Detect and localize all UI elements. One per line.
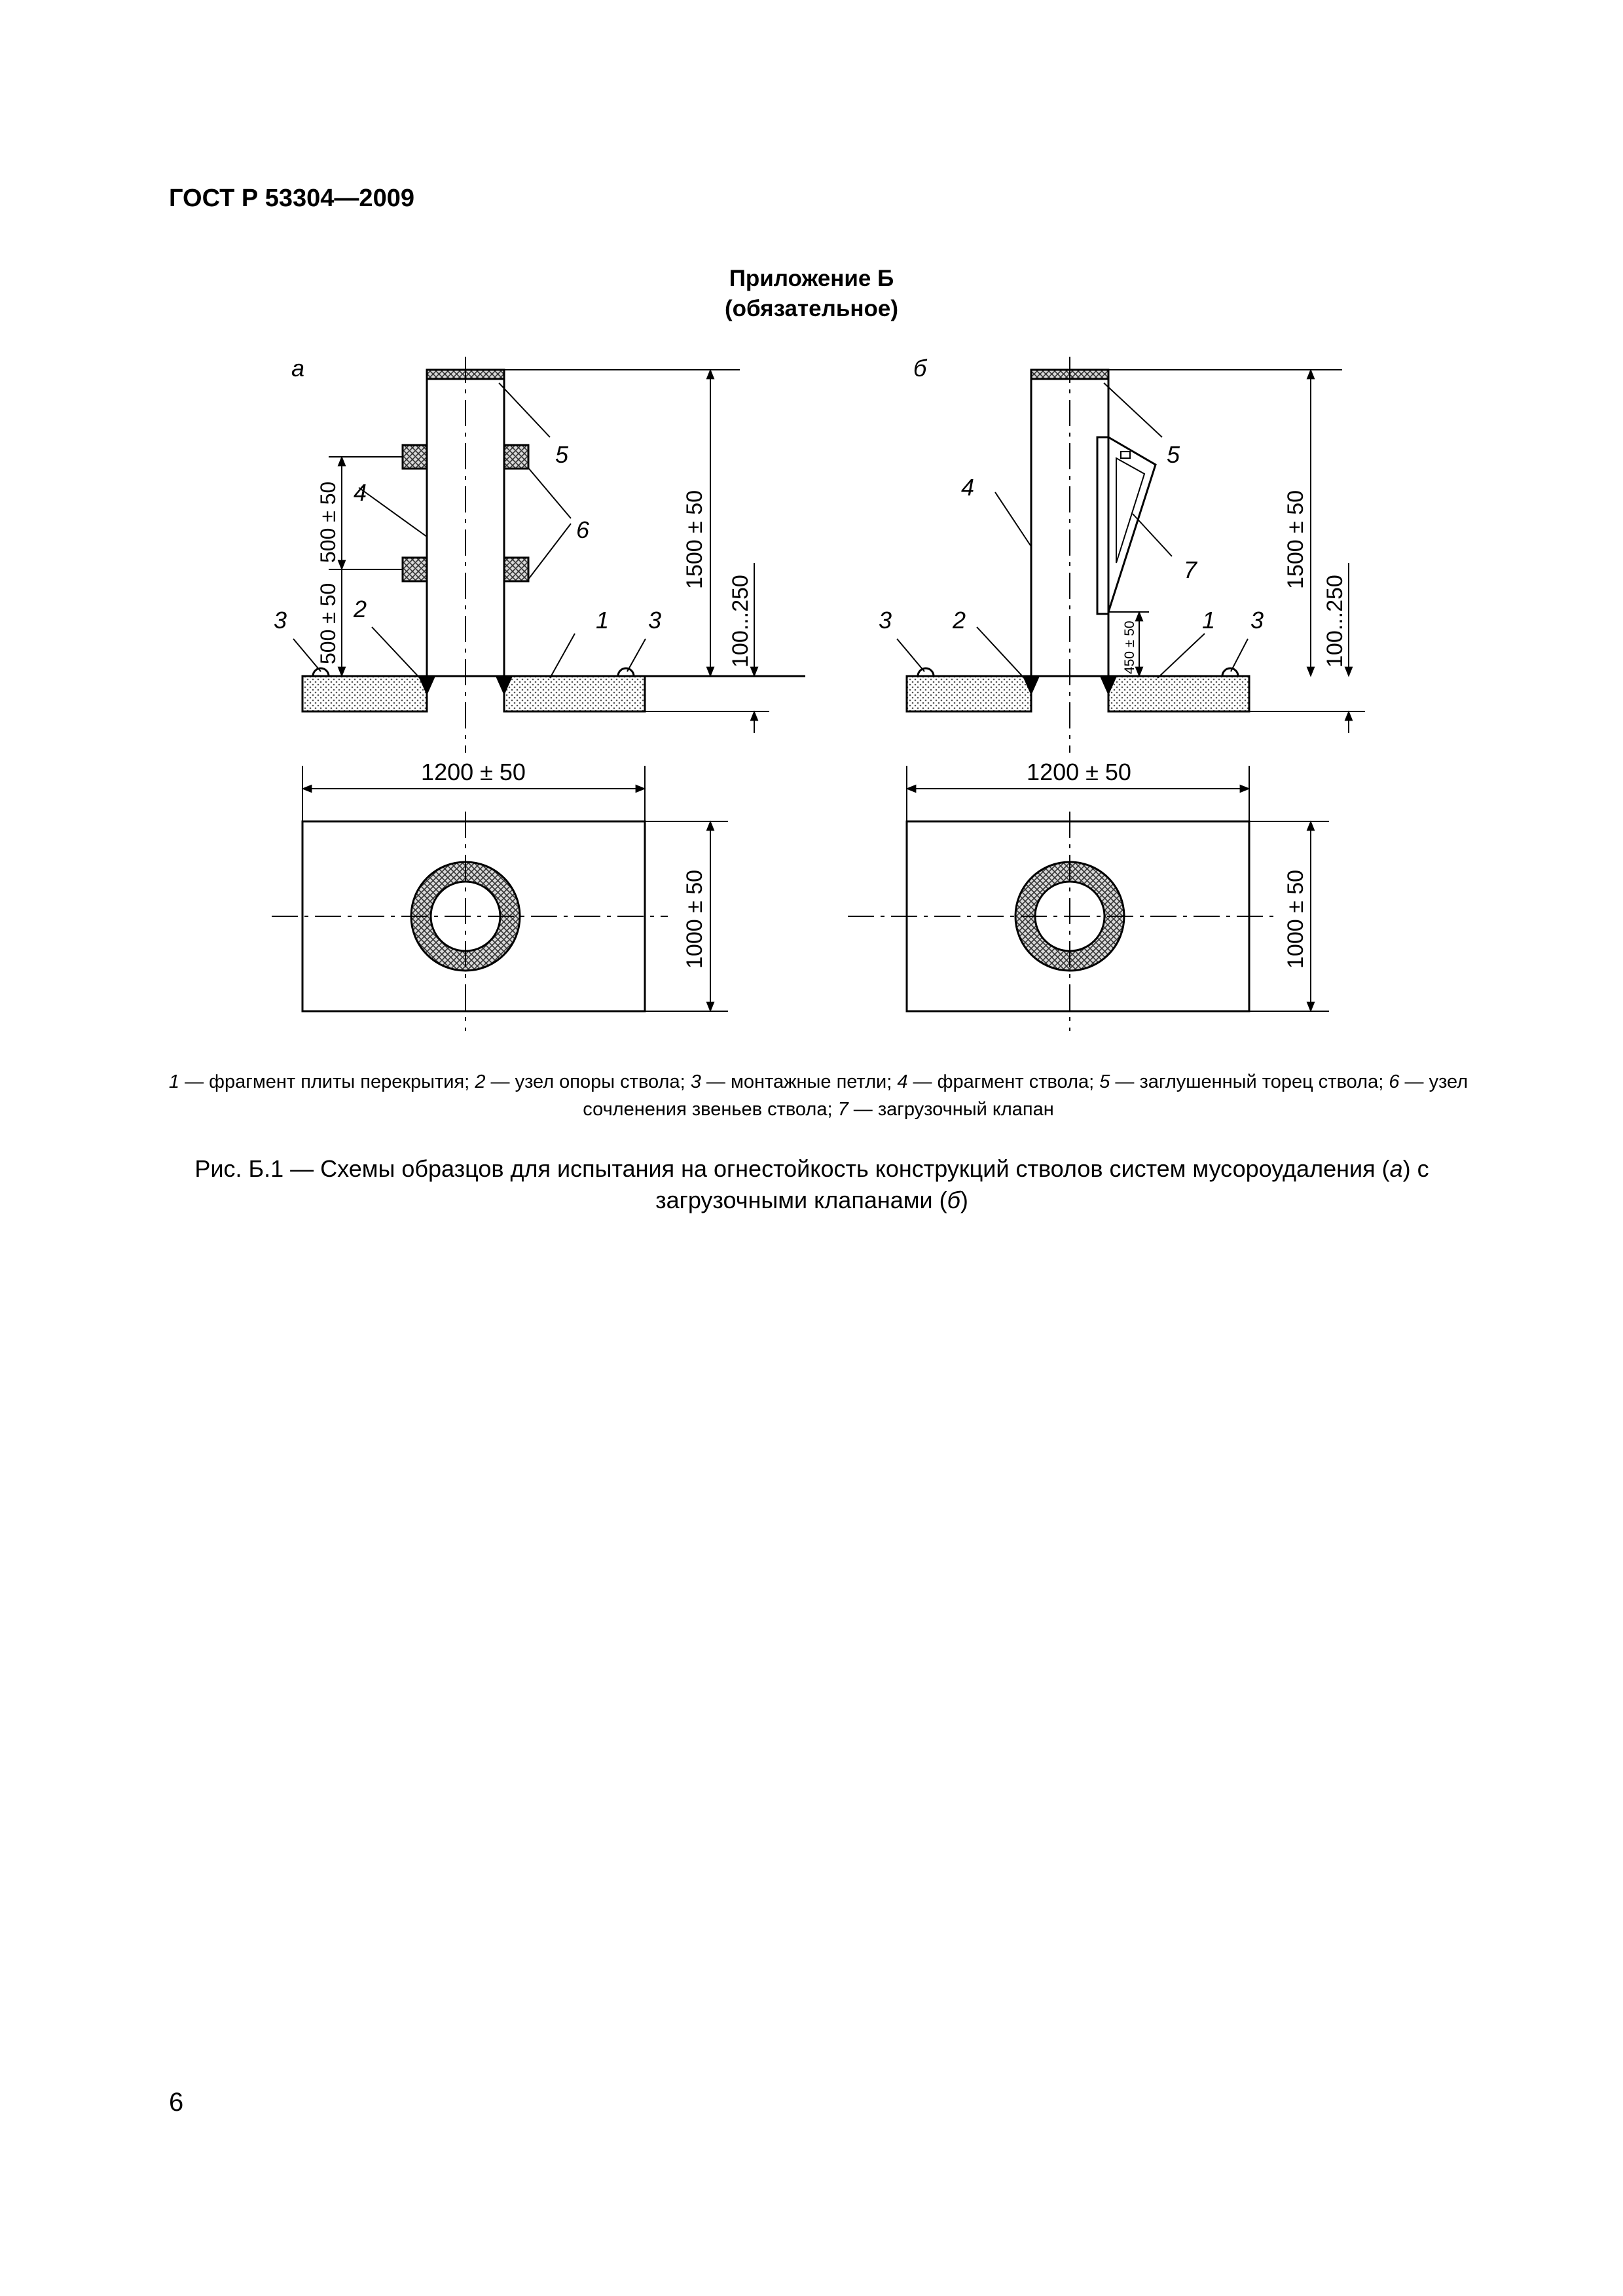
svg-text:2: 2: [354, 596, 367, 622]
dim-width: 1200 ± 50: [421, 759, 526, 785]
dim-width: 1200 ± 50: [1027, 759, 1131, 785]
dim-total-height: 1500 ± 50: [682, 490, 707, 589]
dim-joint-spacing: 500 ± 50: [316, 481, 340, 563]
svg-text:6: 6: [576, 516, 590, 543]
view-a-plan: [272, 759, 728, 1031]
svg-text:3: 3: [1250, 607, 1264, 634]
mounting-loop: [918, 668, 934, 676]
view-a-elevation: [274, 355, 805, 753]
view-b-plan: [848, 759, 1329, 1031]
shaft-joint: [403, 445, 427, 469]
view-a-letter: а: [291, 355, 305, 382]
svg-text:2: 2: [953, 607, 966, 634]
mounting-loop: [313, 668, 329, 676]
view-b-elevation: [879, 355, 1365, 753]
dim-lower-joint: 500 ± 50: [316, 583, 340, 664]
svg-text:4: 4: [354, 479, 367, 506]
figure-caption: Рис. Б.1 — Схемы образцов для испытания на огнестойкость конструкций стволов систем мусороудаления (а) с загрузочными клапанами (б): [194, 1155, 1429, 1213]
figure-legend: 1 — фрагмент плиты перекрытия; 2 — узел опоры ствола; 3 — монтажные петли; 4 — фрагмент ствола; 5 — заглушенный торец ствола; 6 — узел сочленения звеньев ствола; 7 — загрузочный клапан: [168, 1071, 1468, 1120]
svg-text:5: 5: [1167, 441, 1180, 468]
page-number: 6: [169, 2088, 184, 2117]
svg-text:4: 4: [961, 474, 975, 501]
slab-fragment: [302, 676, 427, 711]
view-b-letter: б: [913, 355, 927, 382]
dim-total-height: 1500 ± 50: [1283, 490, 1308, 589]
svg-text:1: 1: [596, 607, 610, 634]
svg-text:3: 3: [879, 607, 892, 634]
document-number: ГОСТ Р 53304—2009: [169, 185, 414, 212]
appendix-status: (обязательное): [724, 296, 898, 321]
svg-text:5: 5: [555, 441, 569, 468]
dim-slab: 100...250: [1322, 575, 1347, 668]
dim-depth: 1000 ± 50: [682, 869, 707, 969]
dim-slab: 100...250: [728, 575, 753, 668]
loading-valve: [1108, 437, 1156, 612]
svg-text:3: 3: [648, 607, 662, 634]
svg-text:7: 7: [1184, 556, 1197, 583]
dim-depth: 1000 ± 50: [1283, 869, 1308, 969]
svg-text:1: 1: [1202, 607, 1216, 634]
svg-text:3: 3: [274, 607, 287, 634]
figure-b1: [0, 0, 1623, 1060]
dim-valve: 450 ± 50: [1122, 620, 1137, 674]
appendix-title: Приложение Б: [729, 266, 894, 291]
